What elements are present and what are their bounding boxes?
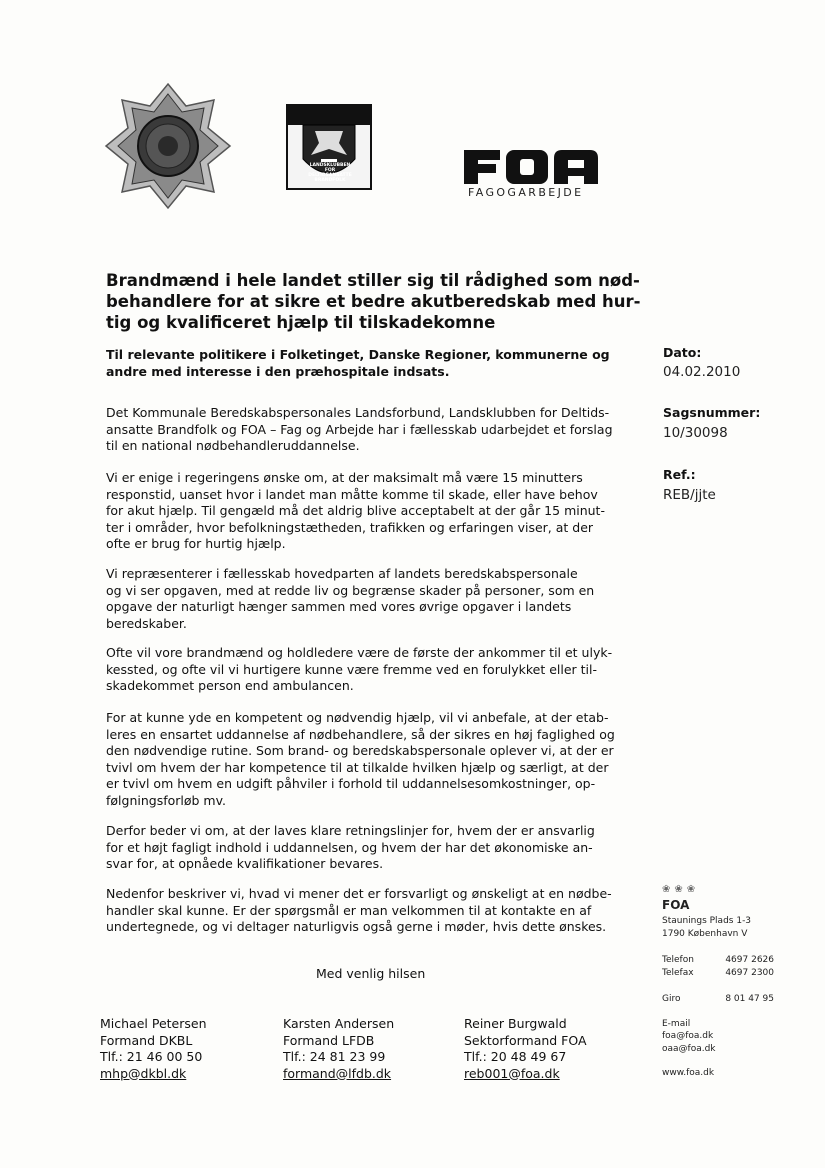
footer-phone-row — [662, 954, 774, 967]
footer-phone-label: Telefon — [662, 955, 694, 965]
signature-block-1 — [100, 1016, 207, 1082]
date-label: Dato: — [663, 345, 702, 360]
footer-fax-row — [662, 967, 774, 980]
paragraph-7: Nedenfor beskriver vi, hvad vi mener det er forsvarligt og ønskeligt at en nødbe- handler skal kunne. Er der spørgsmål er man velkommen til at kontakte en af undertegnede, og vi deltager naturligvis også gerne i møder, hvis dette ønskes. — [106, 886, 612, 935]
footer-email-label: E-mail — [662, 1018, 691, 1029]
footer-address-1: Staunings Plads 1-3 — [662, 916, 752, 926]
case-number-value: 10/30098 — [663, 425, 728, 441]
footer-address-2: 1790 København V — [662, 928, 748, 939]
document-title: Brandmænd i hele landet stiller sig til rådighed som nød- behandlere for at sikre et bedre akutberedskab med hur- tig og kvalificeret hjælp til tilskadekomne — [106, 271, 641, 332]
signature-block-2 — [283, 1016, 394, 1082]
signatory-phone: Tlf.: 24 81 23 99 — [283, 1049, 386, 1064]
signatory-title: Formand LFDB — [283, 1032, 375, 1048]
closing-greeting: Med venlig hilsen — [316, 966, 426, 981]
signatory-title: Formand DKBL — [100, 1032, 193, 1048]
footer-giro-row — [662, 993, 774, 1006]
shield-text-1: LANDSKLUBBEN FOR — [309, 163, 351, 173]
case-number-label: Sagsnummer: — [663, 405, 761, 420]
date-value: 04.02.2010 — [663, 364, 741, 380]
signature-block-3 — [464, 1016, 587, 1082]
foa-logo — [462, 146, 612, 202]
footer-fax-value: 4697 2300 — [725, 967, 774, 978]
foa-tagline: FAGOGARBEJDE — [468, 186, 584, 199]
signatory-email-link[interactable]: formand@lfdb.dk — [283, 1065, 392, 1081]
paragraph-5: For at kunne yde en kompetent og nødvendig hjælp, vil vi anbefale, at der etab- leres en ensartet uddannelse af nødbehandlere, så der sikres en høj faglighed og den nødvendige rutine. Som brand- og beredskabspersonale oplever vi, at der er tvivl om hvem der har kompetence til at tilkalde hvilken hjælp og særligt, at der er tvivl om hvem en udgift påhviler i forhold til uddannelsesomkostninger, op- følgningsforløb mv. — [106, 710, 615, 808]
footer-org-name: FOA — [662, 897, 690, 912]
shield-text-3: BRANDFOLK — [314, 178, 346, 183]
footer-giro-value: 8 01 47 95 — [725, 994, 774, 1004]
reference-label: Ref.: — [663, 467, 696, 482]
foa-contact-block — [662, 884, 812, 1080]
footer-fax-label: Telefax — [662, 967, 694, 978]
paragraph-4: Ofte vil vore brandmænd og holdledere være de første der ankommer til et ulyk- kessted, og ofte vil vi hurtigere kunne være fremme ved en forulykket eller til- skadekommet person end ambulancen. — [106, 645, 613, 694]
paragraph-3: Vi repræsenterer i fællesskab hovedparten af landets beredskabspersonale og vi ser opgaven, med at redde liv og begrænse skader på personer, som en opgave der naturligt hænger sammen med vores øvrige opgaver i landets beredskaber. — [106, 566, 595, 631]
footer-phone-value: 4697 2626 — [725, 955, 774, 965]
signatory-name: Karsten Andersen — [283, 1016, 395, 1031]
signatory-title: Sektorformand FOA — [464, 1032, 587, 1048]
paragraph-6: Derfor beder vi om, at der laves klare retningslinjer for, hvem der er ansvarlig for et højt fagligt indhold i uddannelsen, og hvem der har det økonomiske an- svar for, at opnåede kvalifikationer bevares. — [106, 823, 595, 872]
paragraph-2: Vi er enige i regeringens ønske om, at der maksimalt må være 15 minutters responstid, uanset hvor i landet man måtte komme til skade, eller have behov for akut hjælp. Til gengæld må det aldrig blive acceptabelt at der går 15 minut- ter i områder, hvor befolkningstætheden, trafikken og erfaringen viser, at der ofte er brug for hurtig hjælp. — [106, 470, 605, 552]
dkbl-badge-logo — [104, 82, 232, 210]
footer-giro-label: Giro — [662, 994, 681, 1004]
signatory-phone: Tlf.: 21 46 00 50 — [100, 1049, 203, 1064]
signatory-email-link[interactable]: mhp@dkbl.dk — [100, 1065, 187, 1081]
paragraph-1: Det Kommunale Beredskabspersonales Landsforbund, Landsklubben for Deltids- ansatte Brandfolk og FOA – Fag og Arbejde har i fællesskab udarbejdet et forslag til en national nødbehandleruddannelse. — [106, 405, 613, 454]
flower-ornament-icon: ❀❀❀ — [662, 884, 700, 895]
shield-text-2: DELTIDSANSATTE — [308, 173, 352, 178]
footer-email-1[interactable]: foa@foa.dk — [662, 1031, 714, 1041]
signatory-name: Michael Petersen — [100, 1016, 207, 1031]
footer-website-link[interactable]: www.foa.dk — [662, 1068, 715, 1078]
foa-wordmark — [462, 146, 602, 186]
footer-email-2[interactable]: oaa@foa.dk — [662, 1043, 716, 1054]
signatory-phone: Tlf.: 20 48 49 67 — [464, 1049, 567, 1064]
recipients-line: Til relevante politikere i Folketinget, Danske Regioner, kommunerne og andre med interesse i den præhospitale indsats. — [106, 347, 610, 379]
lfdb-shield-logo — [285, 103, 373, 191]
signatory-email-link[interactable]: reb001@foa.dk — [464, 1065, 560, 1081]
reference-value: REB/jjte — [663, 487, 716, 503]
signatory-name: Reiner Burgwald — [464, 1016, 567, 1031]
